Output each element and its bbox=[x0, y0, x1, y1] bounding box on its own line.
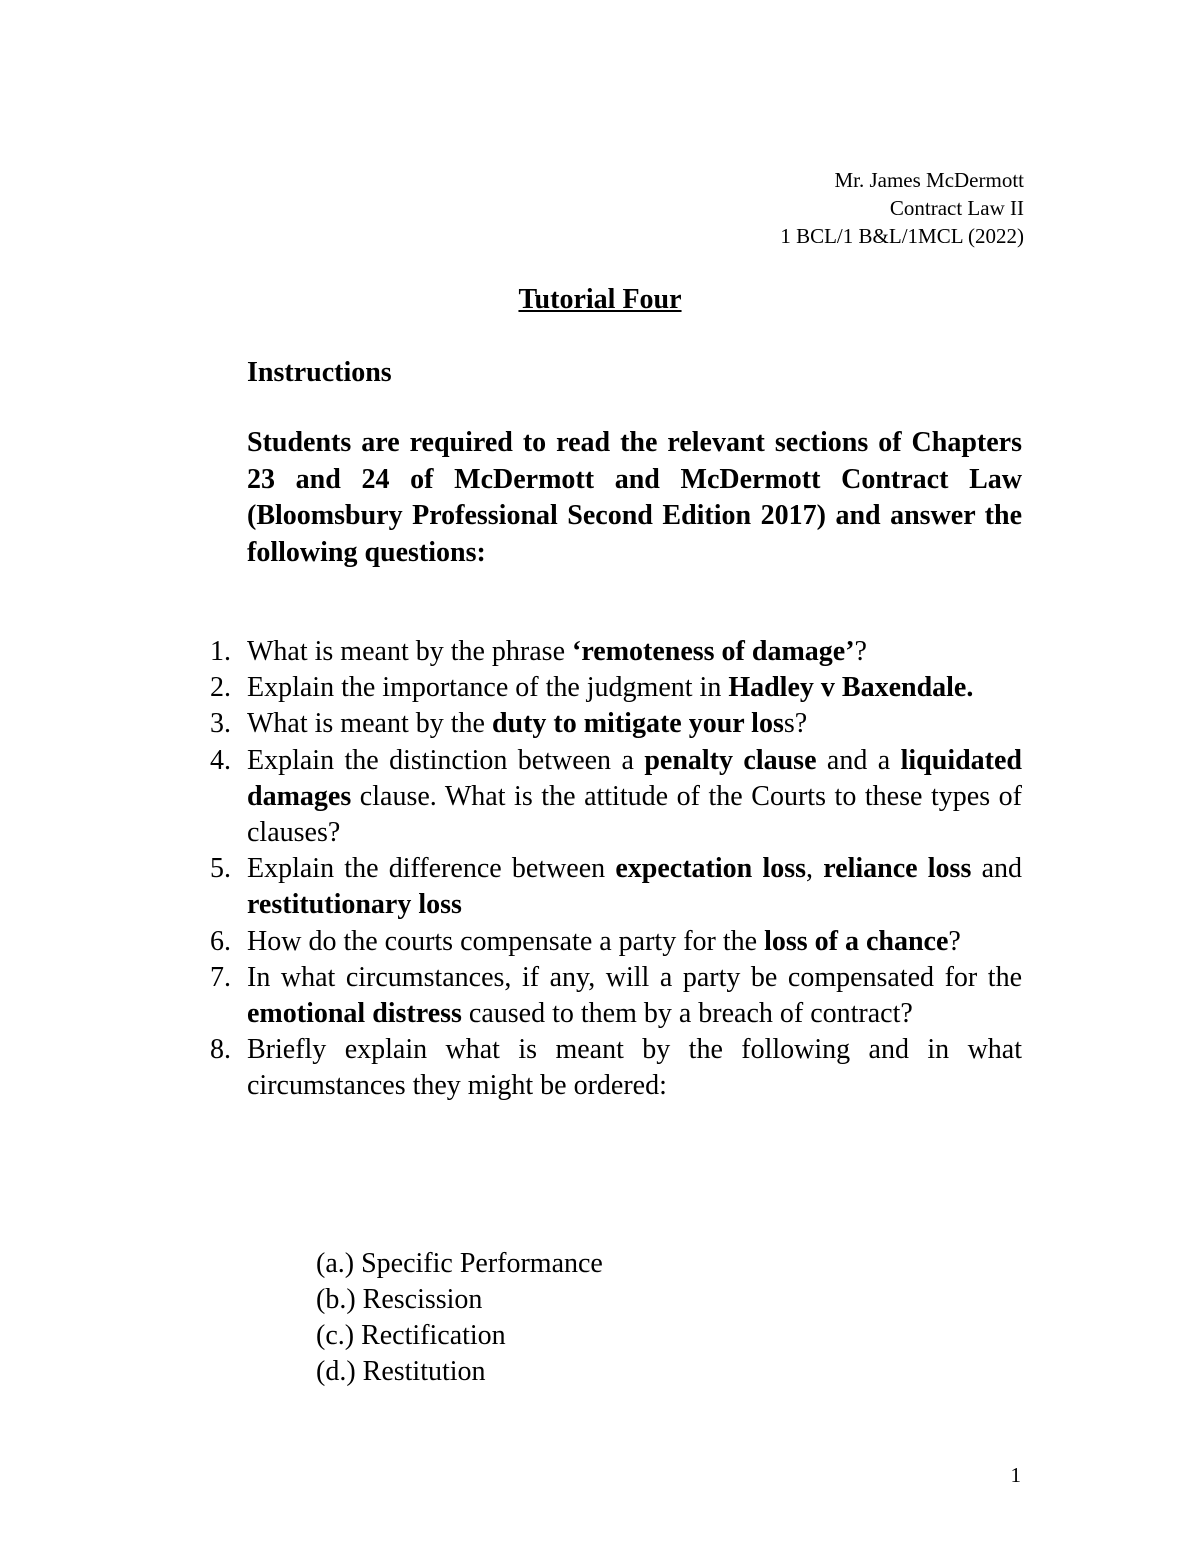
question-emphasis: loss of a chance bbox=[764, 925, 949, 957]
question-item bbox=[210, 851, 1022, 923]
question-item bbox=[210, 960, 1022, 1032]
question-text: Explain the importance of the judgment in bbox=[247, 672, 729, 704]
sub-item: (a.) Specific Performance bbox=[316, 1248, 603, 1279]
question-text: Explain the difference between bbox=[247, 853, 616, 885]
question-number: 8. bbox=[210, 1034, 231, 1066]
question-item bbox=[210, 924, 1022, 960]
question-emphasis: ‘remoteness of damage’ bbox=[572, 636, 855, 667]
question-emphasis: penalty clause bbox=[644, 744, 817, 776]
question-emphasis: Hadley v Baxendale. bbox=[728, 672, 974, 704]
question-number: 2. bbox=[210, 672, 231, 704]
question-text: In what circumstances, if any, will a party be compensated for the bbox=[247, 961, 1022, 993]
instructions-heading: Instructions bbox=[247, 357, 392, 388]
question-number: 3. bbox=[210, 708, 231, 740]
question-item bbox=[210, 634, 1022, 670]
question-item bbox=[210, 1032, 1022, 1104]
question-text: How do the courts compensate a party for the bbox=[247, 925, 765, 957]
question-text: ? bbox=[948, 925, 961, 957]
question-emphasis: duty to mitigate your los bbox=[491, 708, 784, 740]
question-number: 1. bbox=[210, 636, 231, 667]
question-text: ? bbox=[854, 636, 867, 667]
header-block bbox=[780, 166, 1024, 250]
question-item bbox=[210, 743, 1023, 852]
question-item bbox=[210, 706, 1022, 742]
question-text: and a bbox=[816, 744, 901, 776]
sub-item: (c.) Rectification bbox=[316, 1320, 506, 1351]
question-text: caused to them by a breach of contract? bbox=[461, 998, 913, 1030]
question-text: and bbox=[971, 853, 1022, 885]
question-text: Explain the distinction between a bbox=[247, 744, 645, 776]
page-number: 1 bbox=[1010, 1463, 1021, 1487]
course-codes: 1 BCL/1 B&L/1MCL (2022) bbox=[780, 224, 1024, 248]
question-emphasis: emotional distress bbox=[247, 998, 462, 1030]
sub-item-list bbox=[316, 1246, 603, 1390]
question-number: 6. bbox=[210, 925, 231, 957]
question-emphasis: expectation loss bbox=[615, 853, 807, 885]
question-list bbox=[210, 634, 1023, 1105]
course-name: Contract Law II bbox=[889, 196, 1024, 220]
question-text: What is meant by the phrase bbox=[247, 636, 573, 667]
instructions-body: Students are required to read the relevant sections of Chapters 23 and 24 of McDermott and McDermott Contract Law (Bloomsbury Professional Second Edition 2017) and answer the following questions: bbox=[247, 427, 1022, 568]
question-text: What is meant by the bbox=[247, 708, 492, 740]
question-text: Briefly explain what is meant by the following and in what circumstances they might be ordered: bbox=[247, 1034, 1022, 1102]
question-emphasis: restitutionary loss bbox=[247, 889, 462, 921]
question-text: clause. What is the attitude of the Courts to these types of clauses? bbox=[247, 780, 1022, 849]
sub-item: (b.) Rescission bbox=[316, 1284, 483, 1315]
question-emphasis: reliance loss bbox=[823, 853, 972, 885]
question-item bbox=[210, 670, 1022, 706]
document-title: Tutorial Four bbox=[518, 284, 682, 315]
lecturer-name: Mr. James McDermott bbox=[834, 168, 1024, 192]
question-emphasis: liquidated damages bbox=[247, 744, 1023, 812]
question-number: 7. bbox=[210, 961, 231, 993]
question-text: , bbox=[806, 853, 824, 885]
sub-item: (d.) Restitution bbox=[316, 1356, 486, 1387]
question-text: s? bbox=[783, 708, 808, 740]
question-number: 5. bbox=[210, 853, 231, 885]
question-number: 4. bbox=[210, 744, 231, 776]
